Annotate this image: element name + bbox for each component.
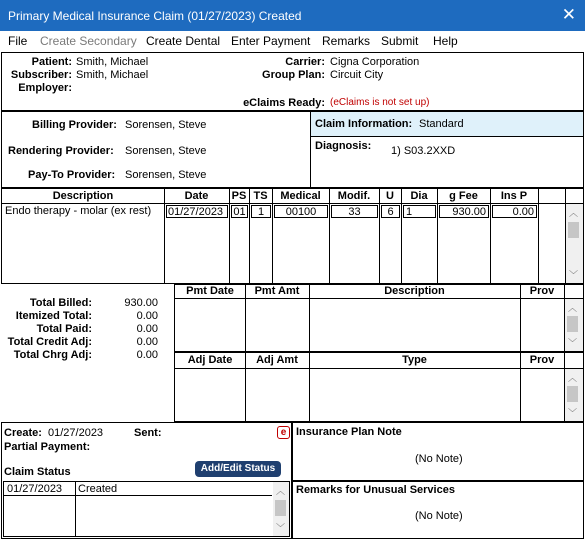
patient-value: Smith, Michael: [76, 56, 149, 68]
subscriber-value: Smith, Michael: [76, 69, 149, 81]
total-billed-value: 930.00: [124, 297, 158, 309]
menu-submit[interactable]: Submit: [381, 34, 419, 48]
payments-grid: [174, 284, 584, 352]
remarks-value: (No Note): [415, 510, 463, 522]
create-value: 01/27/2023: [48, 427, 104, 439]
row-u: 6: [381, 205, 400, 218]
add-edit-status-button[interactable]: Add/Edit Status: [195, 461, 281, 477]
col-pmt-description[interactable]: Description: [384, 285, 445, 297]
row-ps: 01: [231, 205, 248, 218]
remarks-label: Remarks for Unusual Services: [296, 484, 455, 496]
partial-payment-label: Partial Payment:: [4, 441, 91, 453]
claim-info-label: Claim Information:: [315, 118, 413, 130]
col-pmt-date[interactable]: Pmt Date: [186, 285, 234, 297]
table-row[interactable]: [2, 204, 538, 218]
col-adj-date[interactable]: Adj Date: [187, 354, 233, 366]
claim-status-scrollbar[interactable]: [273, 482, 289, 536]
scroll-down-icon[interactable]: ﹀: [567, 338, 577, 348]
payto-provider-value[interactable]: Sorensen, Steve: [125, 169, 207, 181]
scroll-thumb[interactable]: [275, 500, 286, 516]
row-fee: 930.00: [439, 205, 489, 218]
procedures-scrollbar[interactable]: [566, 204, 583, 283]
insurance-plan-note[interactable]: [292, 422, 584, 481]
carrier-label: Carrier:: [285, 56, 325, 68]
scroll-up-icon[interactable]: ︿: [567, 373, 577, 383]
row-dia: 1: [403, 205, 436, 218]
scroll-thumb[interactable]: [567, 316, 578, 332]
scroll-up-icon[interactable]: ︿: [568, 208, 578, 218]
group-plan-value: Circuit City: [330, 69, 384, 81]
eclaims-label: eClaims Ready:: [243, 97, 325, 109]
window-title: Primary Medical Insurance Claim (01/27/2023) Created: [8, 9, 302, 23]
diagnosis-value[interactable]: 1) S03.2XXD: [391, 145, 456, 157]
col-description[interactable]: Description: [52, 190, 114, 202]
col-adj-prov[interactable]: Prov: [529, 354, 555, 366]
total-chrg-adj-value: 0.00: [136, 349, 158, 361]
remarks-unusual-services[interactable]: [292, 481, 584, 539]
claim-status-panel: [1, 422, 292, 539]
total-paid-label: Total Paid:: [36, 323, 92, 335]
billing-provider-label: Billing Provider:: [32, 119, 117, 131]
scroll-thumb[interactable]: [567, 386, 578, 402]
total-credit-adj-label: Total Credit Adj:: [7, 336, 92, 348]
scroll-up-icon[interactable]: ︿: [567, 303, 577, 313]
col-ts[interactable]: TS: [253, 190, 268, 202]
col-medical[interactable]: Medical: [280, 190, 321, 202]
subscriber-label: Subscriber:: [10, 69, 72, 81]
claim-status-list: [3, 481, 290, 537]
scroll-up-icon[interactable]: ︿: [275, 486, 285, 496]
menu-create-secondary[interactable]: Create Secondary: [40, 34, 137, 48]
itemized-total-value: 0.00: [136, 310, 158, 322]
menu-help[interactable]: Help: [433, 34, 458, 48]
col-ps[interactable]: PS: [231, 190, 247, 202]
patient-info-panel: [1, 52, 584, 111]
total-billed-label: Total Billed:: [29, 297, 92, 309]
menu-file[interactable]: File: [8, 34, 28, 48]
close-icon[interactable]: ✕: [561, 5, 576, 24]
menu-remarks[interactable]: Remarks: [322, 34, 371, 48]
group-plan-label: Group Plan:: [262, 69, 325, 81]
row-modif: 33: [331, 205, 378, 218]
title-bar: [0, 0, 585, 31]
carrier-value: Cigna Corporation: [330, 56, 420, 68]
create-label: Create:: [4, 427, 42, 439]
col-pmt-prov[interactable]: Prov: [529, 285, 555, 297]
total-chrg-adj-label: Total Chrg Adj:: [13, 349, 92, 361]
col-adj-type[interactable]: Type: [402, 354, 427, 366]
payments-scrollbar[interactable]: [565, 299, 583, 351]
claim-information[interactable]: [310, 111, 584, 137]
row-ts: 1: [251, 205, 271, 218]
col-adj-amt[interactable]: Adj Amt: [256, 354, 298, 366]
col-u[interactable]: U: [386, 190, 394, 202]
row-date: 01/27/2023: [166, 205, 228, 218]
insurance-note-label: Insurance Plan Note: [296, 426, 402, 438]
eclaim-icon[interactable]: e: [277, 426, 290, 439]
diagnosis-label: Diagnosis:: [315, 140, 372, 152]
rendering-provider-label: Rendering Provider:: [8, 145, 114, 157]
menu-create-dental[interactable]: Create Dental: [146, 34, 221, 48]
row-description: Endo therapy - molar (ex rest): [5, 205, 152, 217]
scroll-thumb[interactable]: [568, 222, 579, 238]
adjustments-grid: [174, 352, 584, 422]
status-date: 01/27/2023: [7, 483, 63, 495]
col-ins-paid[interactable]: Ins P: [500, 190, 528, 202]
row-ins-paid: 0.00: [492, 205, 537, 218]
col-fee[interactable]: g Fee: [449, 190, 478, 202]
menu-bar: [0, 31, 585, 52]
itemized-total-label: Itemized Total:: [15, 310, 92, 322]
total-credit-adj-value: 0.00: [136, 336, 158, 348]
insurance-note-value: (No Note): [415, 453, 463, 465]
billing-provider-value[interactable]: Sorensen, Steve: [125, 119, 207, 131]
sent-label: Sent:: [134, 427, 162, 439]
col-date[interactable]: Date: [184, 190, 209, 202]
rendering-provider-value[interactable]: Sorensen, Steve: [125, 145, 207, 157]
patient-label: Patient:: [31, 56, 72, 68]
scroll-down-icon[interactable]: ﹀: [567, 408, 577, 418]
col-dia[interactable]: Dia: [410, 190, 428, 202]
adjustments-scrollbar[interactable]: [565, 369, 583, 421]
col-modif[interactable]: Modif.: [337, 190, 371, 202]
menu-enter-payment[interactable]: Enter Payment: [231, 34, 311, 48]
col-pmt-amt[interactable]: Pmt Amt: [254, 285, 300, 297]
scroll-down-icon[interactable]: ﹀: [568, 270, 578, 280]
status-text: Created: [78, 483, 118, 495]
list-item[interactable]: [4, 482, 272, 496]
total-paid-value: 0.00: [136, 323, 158, 335]
eclaims-value: (eClaims is not set up): [330, 97, 430, 108]
procedures-grid: [1, 188, 584, 284]
scroll-down-icon[interactable]: ﹀: [275, 523, 285, 533]
claim-status-label: Claim Status: [4, 466, 71, 478]
employer-label: Employer:: [18, 82, 72, 94]
payto-provider-label: Pay-To Provider:: [28, 169, 116, 181]
diagnosis-panel: [310, 136, 584, 188]
providers-panel: [1, 111, 311, 188]
claim-info-value: Standard: [419, 118, 464, 130]
row-medical: 00100: [274, 205, 328, 218]
